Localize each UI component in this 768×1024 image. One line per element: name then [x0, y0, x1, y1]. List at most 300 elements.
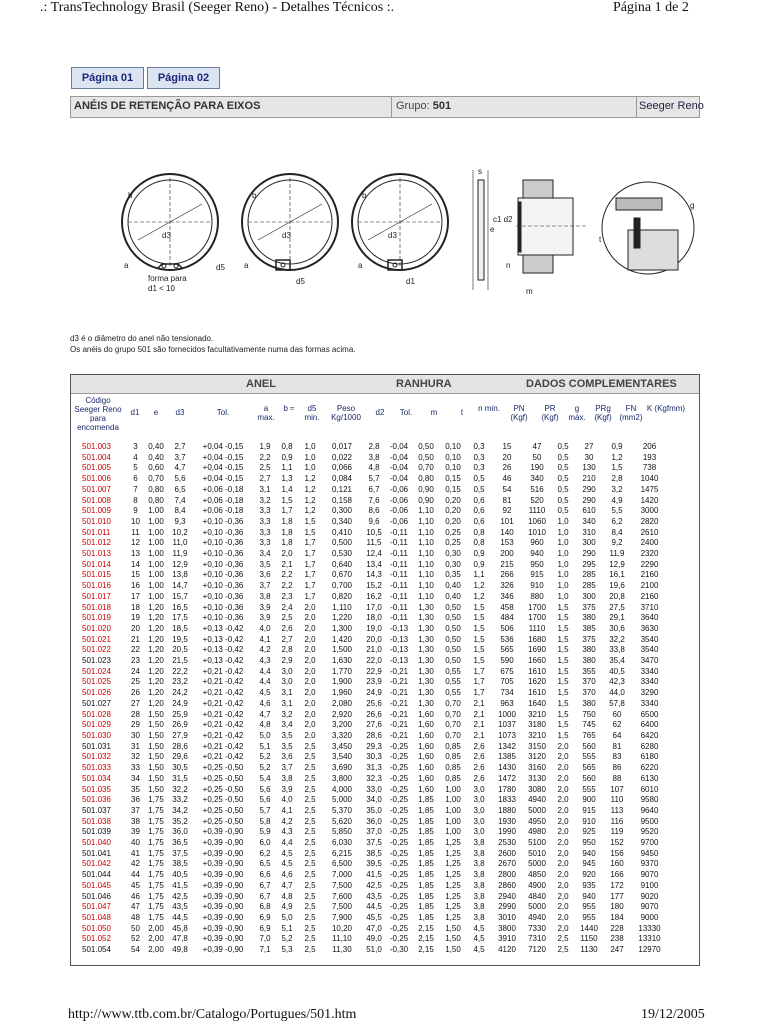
table-cell: 3,0 [473, 816, 485, 826]
order-code-cell[interactable]: 501.020 [82, 623, 111, 633]
table-cell: 3,0 [281, 677, 293, 687]
order-code-cell[interactable]: 501.008 [82, 495, 111, 505]
order-code-cell[interactable]: 501.045 [82, 880, 111, 890]
table-cell: 6,5 [259, 859, 271, 869]
table-cell: 1,30 [418, 688, 434, 698]
table-cell: 2530 [498, 838, 516, 848]
table-cell: 0,5 [557, 442, 569, 451]
table-cell: 21,5 [172, 656, 188, 666]
table-cell: 1,60 [418, 709, 434, 719]
table-cell: 370 [582, 677, 596, 687]
table-cell: 1,60 [418, 773, 434, 783]
table-cell: 0,6 [473, 516, 485, 526]
table-cell: 1,7 [304, 591, 316, 601]
table-cell: 0,9 [473, 559, 485, 569]
table-cell: 47,8 [172, 934, 188, 944]
table-cell: 3,9 [281, 784, 293, 794]
order-code-cell[interactable]: 501.037 [82, 805, 111, 815]
table-cell: 3800 [498, 923, 516, 933]
order-code-cell[interactable]: 501.040 [82, 838, 111, 848]
table-row [71, 624, 669, 635]
table-cell: 1,1 [281, 463, 293, 473]
page-footer [68, 1007, 768, 1023]
section-title: ANÉIS DE RETENÇÃO PARA EIXOS [74, 100, 261, 112]
table-cell: 1,2 [473, 581, 485, 591]
table-cell: +0,39 -0,90 [202, 827, 244, 837]
table-cell: 2800 [498, 870, 516, 880]
order-code-cell[interactable]: 501.006 [82, 474, 111, 484]
order-code-cell[interactable]: 501.026 [82, 688, 111, 698]
notes [70, 333, 356, 355]
order-code-cell[interactable]: 501.030 [82, 730, 111, 740]
table-cell: 2,5 [304, 880, 316, 890]
order-code-cell[interactable]: 501.031 [82, 741, 111, 751]
table-cell: 3,8 [368, 452, 380, 462]
table-cell: 1,60 [418, 784, 434, 794]
table-cell: 1,7 [304, 570, 316, 580]
table-cell: 39 [131, 827, 140, 837]
table-cell: 1,2 [304, 506, 316, 516]
table-cell: 1,00 [148, 506, 164, 516]
table-cell: 2,15 [418, 945, 434, 955]
order-code-cell[interactable]: 501.021 [82, 634, 111, 644]
table-cell: 5,1 [281, 923, 293, 933]
table-cell: 6500 [640, 709, 659, 719]
table-cell: -0,25 [389, 838, 409, 848]
table-cell: 5,0 [259, 730, 271, 740]
table-cell: 12 [131, 538, 140, 548]
table-cell: 2,0 [557, 795, 569, 805]
table-cell: 6,0 [259, 838, 271, 848]
table-cell: 4940 [528, 912, 546, 922]
table-cell: 1073 [498, 730, 516, 740]
order-code-cell[interactable]: 501.023 [82, 656, 111, 666]
table-cell: 2,6 [473, 773, 485, 783]
table-cell: 940 [582, 848, 596, 858]
order-code-cell[interactable]: 501.025 [82, 677, 111, 687]
table-cell: 5,3 [281, 945, 293, 955]
order-code-cell[interactable]: 501.003 [82, 442, 111, 451]
table-cell: 16 [131, 581, 140, 591]
table-cell: 1,10 [418, 559, 434, 569]
table-cell: -0,25 [389, 891, 409, 901]
table-cell: +0,21 -0,42 [202, 709, 244, 719]
table-cell: 2,7 [281, 634, 293, 644]
table-cell: 152 [610, 838, 624, 848]
order-code-cell[interactable]: 501.004 [82, 452, 111, 462]
table-cell: 30 [584, 452, 594, 462]
table-cell: 955 [582, 902, 596, 912]
table-cell: 8,4 [611, 527, 623, 537]
table-cell: 27 [584, 442, 594, 451]
table-row [71, 806, 669, 817]
table-row [71, 945, 669, 956]
order-code-cell[interactable]: 501.024 [82, 666, 111, 676]
svg-text:g: g [690, 201, 695, 210]
table-cell: 107 [610, 784, 624, 794]
table-cell: 0,70 [445, 709, 461, 719]
order-code-cell[interactable]: 501.038 [82, 816, 111, 826]
table-cell: 3130 [528, 773, 546, 783]
order-code-cell[interactable]: 501.028 [82, 709, 111, 719]
table-cell: 23,9 [366, 677, 382, 687]
table-cell: 25 [131, 677, 140, 687]
table-cell: 3150 [528, 741, 546, 751]
print-date: 19/12/2005 [641, 1007, 705, 1022]
table-cell: +0,21 -0,42 [202, 677, 244, 687]
order-code-cell[interactable]: 501.041 [82, 848, 111, 858]
table-cell: 5,0 [281, 912, 293, 922]
table-cell: 1,7 [281, 506, 293, 516]
table-cell: 2,0 [557, 784, 569, 794]
table-cell: 3,2 [259, 495, 271, 505]
table-cell: 116 [610, 816, 624, 826]
table-cell: 1,3 [281, 474, 293, 484]
table-cell: 1,10 [418, 516, 434, 526]
table-cell: 2,8 [368, 442, 380, 451]
table-cell: 36,0 [366, 816, 382, 826]
svg-text:t: t [599, 235, 602, 244]
table-cell: 2860 [498, 880, 516, 890]
table-cell: 2,5 [304, 752, 316, 762]
table-cell: 326 [500, 581, 514, 591]
table-cell: 0,5 [557, 484, 569, 494]
table-cell: 4,5 [281, 848, 293, 858]
table-cell: 6010 [640, 784, 659, 794]
table-cell: 32,3 [366, 773, 382, 783]
table-row [71, 870, 669, 881]
table-cell: 20,0 [366, 634, 382, 644]
table-cell: 1,30 [418, 645, 434, 655]
table-cell: 3160 [528, 763, 546, 773]
table-cell: 0,90 [418, 495, 434, 505]
table-cell: 1,85 [418, 816, 434, 826]
table-cell: 11,10 [332, 934, 352, 944]
order-code-cell[interactable]: 501.034 [82, 773, 111, 783]
order-code-cell[interactable]: 501.007 [82, 484, 111, 494]
table-cell: 41,5 [366, 870, 382, 880]
table-cell: 1,50 [148, 773, 164, 783]
table-cell: 745 [582, 720, 596, 730]
table-cell: 0,8 [473, 538, 485, 548]
table-cell: 47,0 [366, 923, 382, 933]
table-cell: 3340 [640, 698, 659, 708]
order-code-cell[interactable]: 501.016 [82, 581, 111, 591]
table-cell: 2,0 [304, 634, 316, 644]
table-cell: 1,25 [445, 859, 461, 869]
table-cell: 1880 [498, 805, 516, 815]
table-cell: 1,30 [418, 613, 434, 623]
table-cell: 2,1 [473, 730, 485, 740]
order-code-cell[interactable]: 501.035 [82, 784, 111, 794]
order-code-cell[interactable]: 501.047 [82, 902, 111, 912]
table-cell: 42,3 [609, 677, 625, 687]
table-cell: 2,9 [281, 656, 293, 666]
table-cell: 290 [582, 495, 596, 505]
order-code-cell[interactable]: 501.022 [82, 645, 111, 655]
table-cell: +0,04 -0,15 [202, 452, 244, 462]
table-cell: 705 [500, 677, 514, 687]
table-row [71, 710, 669, 721]
table-cell: 6,6 [259, 870, 271, 880]
order-code-cell[interactable]: 501.017 [82, 591, 111, 601]
table-row [71, 549, 669, 560]
table-cell: 1,85 [418, 902, 434, 912]
table-cell: -0,21 [389, 677, 409, 687]
table-cell: +0,25 -0,50 [202, 773, 244, 783]
table-cell: +0,10 -0,36 [202, 581, 244, 591]
tab-page-02[interactable]: Página 02 [147, 67, 220, 89]
table-cell: 0,30 [445, 549, 461, 559]
col-m: m [430, 408, 438, 417]
table-cell: 177 [610, 891, 624, 901]
table-cell: 2,0 [304, 666, 316, 676]
table-cell: 1,5 [611, 463, 623, 473]
table-cell: 1,60 [418, 720, 434, 730]
table-cell: 45,5 [366, 912, 382, 922]
order-code-cell[interactable]: 501.032 [82, 752, 111, 762]
table-cell: 900 [582, 795, 596, 805]
table-cell: 0,20 [445, 506, 461, 516]
order-code-cell[interactable]: 501.027 [82, 698, 111, 708]
table-cell: 565 [500, 645, 514, 655]
table-row [71, 677, 669, 688]
table-cell: 4950 [528, 816, 546, 826]
table-cell: 3,0 [473, 805, 485, 815]
table-cell: 3,8 [473, 838, 485, 848]
table-cell: 19 [131, 613, 140, 623]
table-cell: 81 [612, 741, 622, 751]
order-code-cell[interactable]: 501.042 [82, 859, 111, 869]
table-cell: +0,39 -0,90 [202, 902, 244, 912]
column-header-row [71, 394, 699, 432]
shaft-section-view [516, 180, 588, 273]
table-cell: 1,0 [557, 581, 569, 591]
order-code-cell[interactable]: 501.054 [82, 945, 111, 955]
table-cell: 31,5 [172, 773, 188, 783]
table-cell: +0,13 -0,42 [202, 634, 244, 644]
table-cell: 1,8 [281, 527, 293, 537]
table-cell: 2,0 [557, 891, 569, 901]
table-cell: 0,5 [557, 463, 569, 473]
table-cell: 30,6 [609, 623, 625, 633]
table-cell: 1,50 [148, 709, 164, 719]
table-cell: 28 [131, 709, 140, 719]
table-cell: 113 [610, 805, 624, 815]
table-cell: 3,0 [281, 666, 293, 676]
table-cell: 920 [582, 870, 596, 880]
table-cell: 2,0 [557, 827, 569, 837]
table-cell: 1,50 [148, 730, 164, 740]
table-cell: 26 [131, 688, 140, 698]
table-cell: 0,40 [148, 442, 164, 451]
order-code-cell[interactable]: 501.033 [82, 763, 111, 773]
table-cell: 955 [582, 912, 596, 922]
table-cell: 6,7 [259, 880, 271, 890]
table-cell: 940 [582, 891, 596, 901]
table-row [71, 528, 669, 539]
table-cell: 30,3 [366, 752, 382, 762]
table-cell: 140 [500, 527, 514, 537]
table-cell: 0,5 [473, 474, 485, 484]
table-cell: 46 [131, 891, 140, 901]
table-cell: 1,20 [148, 677, 164, 687]
table-cell: 40,5 [609, 666, 625, 676]
d1-note: d1 < 10 [148, 284, 175, 293]
table-cell: 9 [133, 506, 138, 516]
order-code-cell[interactable]: 501.050 [82, 923, 111, 933]
table-cell: 1,0 [557, 559, 569, 569]
table-cell: 1,5 [304, 527, 316, 537]
table-cell: 26,6 [366, 709, 382, 719]
order-code-cell[interactable]: 501.010 [82, 516, 111, 526]
table-cell: 12970 [638, 945, 661, 955]
table-cell: 1,7 [304, 549, 316, 559]
table-cell: 2,5 [304, 934, 316, 944]
table-cell: 1,10 [418, 506, 434, 516]
table-cell: 1,50 [445, 934, 461, 944]
table-cell: 18,5 [172, 623, 188, 633]
forma-note: forma para [148, 274, 187, 283]
table-cell: 1,5 [557, 645, 569, 655]
table-cell: 1,10 [418, 570, 434, 580]
table-cell: -0,11 [390, 613, 408, 623]
table-cell: 1420 [640, 495, 659, 505]
table-cell: 0,6 [473, 506, 485, 516]
table-cell: 153 [500, 538, 514, 548]
table-cell: -0,13 [389, 656, 409, 666]
table-cell: 346 [500, 591, 514, 601]
table-cell: 49,8 [172, 945, 188, 955]
table-cell: 41,5 [172, 880, 188, 890]
table-cell: -0,11 [390, 570, 408, 580]
order-code-cell[interactable]: 501.044 [82, 870, 111, 880]
table-cell: 50 [131, 923, 140, 933]
table-cell: 1,60 [418, 752, 434, 762]
table-cell: 1,00 [148, 549, 164, 559]
table-cell: 1,5 [557, 666, 569, 676]
table-row [71, 635, 669, 646]
table-cell: 3120 [528, 752, 546, 762]
table-cell: 2,2 [259, 452, 271, 462]
order-code-cell[interactable]: 501.013 [82, 549, 111, 559]
table-cell: 0,5 [557, 495, 569, 505]
table-cell: 28,6 [366, 730, 382, 740]
side-section-view [473, 170, 488, 290]
table-cell: 10,5 [366, 527, 382, 537]
table-cell: 1,10 [418, 527, 434, 537]
table-cell: 1,30 [418, 666, 434, 676]
table-cell: 1,10 [418, 538, 434, 548]
order-code-cell[interactable]: 501.036 [82, 795, 111, 805]
table-cell: 0,70 [445, 720, 461, 730]
table-cell: 13,8 [172, 570, 188, 580]
table-cell: +0,13 -0,42 [202, 645, 244, 655]
table-cell: 0,084 [331, 474, 353, 484]
table-cell: 375 [582, 634, 596, 644]
table-row [71, 827, 669, 838]
table-cell: 43,5 [172, 902, 188, 912]
table-cell: 0,640 [331, 559, 353, 569]
table-cell: 6,5 [174, 484, 186, 494]
order-code-cell[interactable]: 501.039 [82, 827, 111, 837]
table-cell: 33,0 [366, 784, 382, 794]
table-cell: 13310 [638, 934, 661, 944]
table-cell: 2,5 [304, 763, 316, 773]
table-cell: 1342 [498, 741, 516, 751]
table-cell: 238 [610, 934, 624, 944]
table-cell: 2820 [640, 516, 659, 526]
table-row [71, 924, 669, 935]
table-cell: 516 [530, 484, 544, 494]
table-cell: 590 [500, 656, 514, 666]
table-cell: 950 [582, 838, 596, 848]
table-cell: 3,4 [259, 549, 271, 559]
table-cell: 1,50 [445, 923, 461, 933]
order-code-cell[interactable]: 501.005 [82, 463, 111, 473]
order-code-cell[interactable]: 501.029 [82, 720, 111, 730]
order-code-cell[interactable]: 501.018 [82, 602, 111, 612]
table-cell: 1,5 [557, 730, 569, 740]
table-cell: 4120 [498, 945, 516, 955]
table-cell: 4,8 [281, 891, 293, 901]
order-code-cell[interactable]: 501.014 [82, 559, 111, 569]
order-code-cell[interactable]: 501.015 [82, 570, 111, 580]
order-code-cell[interactable]: 501.019 [82, 613, 111, 623]
table-cell: 565 [582, 763, 596, 773]
table-cell: 1,20 [148, 688, 164, 698]
table-row [71, 838, 669, 849]
table-cell: 1780 [498, 784, 516, 794]
table-cell: 1,7 [304, 559, 316, 569]
order-code-cell[interactable]: 501.046 [82, 891, 111, 901]
order-code-cell[interactable]: 501.048 [82, 912, 111, 922]
table-cell: 4,2 [281, 816, 293, 826]
tab-page-01[interactable]: Página 01 [71, 67, 144, 89]
table-cell: 310 [582, 527, 596, 537]
table-cell: 3,1 [259, 484, 271, 494]
order-code-cell[interactable]: 501.012 [82, 538, 111, 548]
table-cell: 0,500 [331, 538, 353, 548]
table-cell: 1,85 [418, 859, 434, 869]
table-cell: 0,6 [473, 495, 485, 505]
table-cell: 295 [582, 559, 596, 569]
table-cell: 1,5 [473, 656, 485, 666]
table-cell: +0,10 -0,36 [202, 602, 244, 612]
table-cell: 935 [582, 880, 596, 890]
table-cell: 130 [582, 463, 596, 473]
table-cell: 1620 [528, 677, 546, 687]
table-cell: 9100 [640, 880, 659, 890]
table-row [71, 656, 669, 667]
table-cell: 1660 [528, 656, 546, 666]
table-cell: 2,0 [304, 602, 316, 612]
table-cell: 2,0 [557, 923, 569, 933]
table-cell: 49,0 [366, 934, 382, 944]
table-cell: 2,5 [304, 795, 316, 805]
table-cell: 1110 [528, 506, 546, 516]
table-cell: 963 [500, 698, 514, 708]
table-cell: 37,5 [366, 838, 382, 848]
order-code-cell[interactable]: 501.009 [82, 506, 111, 516]
table-cell: 5,7 [259, 805, 271, 815]
table-cell: 0,158 [331, 495, 353, 505]
table-cell: 34 [131, 773, 140, 783]
table-cell: 0,80 [418, 474, 434, 484]
order-code-cell[interactable]: 501.011 [82, 527, 111, 537]
order-code-cell[interactable]: 501.052 [82, 934, 111, 944]
table-cell: 0,50 [445, 602, 461, 612]
